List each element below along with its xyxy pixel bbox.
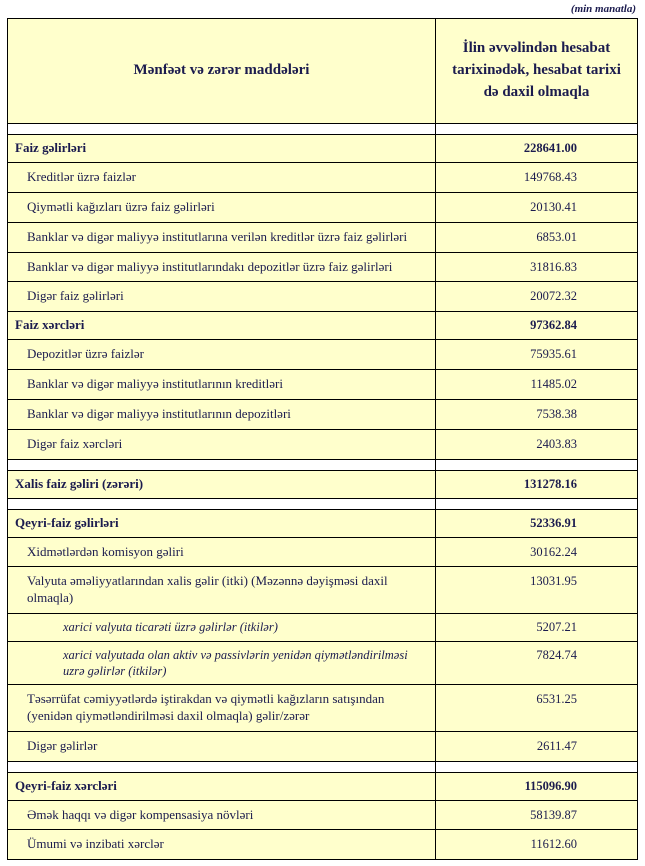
row-value — [436, 499, 637, 509]
row-label: Qiymətli kağızları üzrə faiz gəlirləri — [8, 193, 436, 222]
table-row — [8, 134, 637, 162]
table-row — [8, 613, 637, 640]
table-row — [8, 339, 637, 369]
row-label: Təsərrüfat cəmiyyətlərdə iştirakdan və qiymətli kağızların satışından (yenidən qiymətləndirilməsi daxil olmaqla) gəlir/zərər — [8, 685, 436, 731]
row-value: 11485.02 — [530, 377, 577, 392]
row-label — [8, 499, 436, 509]
table-row — [8, 509, 637, 537]
row-value — [436, 124, 637, 134]
units-note: (min manatla) — [570, 3, 636, 15]
row-label: xarici valyutada olan aktiv və passivlərin yenidən qiymətləndirilməsi uzrə gəlirlər (itkilər) — [8, 642, 436, 685]
table-row — [8, 772, 637, 800]
row-label: Xalis faiz gəliri (zərəri) — [8, 471, 436, 498]
row-label: Banklar və digər maliyyə institutlarına verilən kreditlər üzrə faiz gəlirləri — [8, 223, 436, 252]
row-label: Digər gəlirlər — [8, 732, 436, 761]
row-value: 11612.60 — [530, 837, 577, 852]
row-label: Ümumi və inzibati xərclər — [8, 830, 436, 859]
row-value: 13031.95 — [530, 574, 577, 589]
table-row — [8, 192, 637, 222]
row-label: Xidmətlərdən komisyon gəliri — [8, 538, 436, 567]
row-value: 5207.21 — [536, 620, 577, 635]
table-row — [8, 537, 637, 567]
table-row — [8, 399, 637, 429]
row-value: 6853.01 — [536, 229, 577, 244]
row-value: 58139.87 — [530, 807, 577, 822]
row-label: Faiz xərcləri — [8, 312, 436, 339]
table-row — [8, 641, 637, 685]
spacer-row — [8, 761, 637, 772]
row-value — [436, 460, 637, 470]
row-value: 131278.16 — [523, 476, 577, 491]
row-value: 7824.74 — [536, 647, 577, 662]
table-row — [8, 829, 637, 859]
table-row — [8, 800, 637, 830]
table-row — [8, 684, 637, 731]
row-value: 30162.24 — [530, 544, 577, 559]
table-row — [8, 281, 637, 311]
pnl-table — [7, 18, 638, 860]
row-label — [8, 124, 436, 134]
table-row — [8, 252, 637, 282]
table-row — [8, 429, 637, 459]
row-label: Digər faiz gəlirləri — [8, 282, 436, 311]
row-label: Depozitlər üzrə faizlər — [8, 340, 436, 369]
row-label: Kreditlər üzrə faizlər — [8, 163, 436, 192]
table-header-row — [8, 19, 637, 123]
row-label: Qeyri-faiz gəlirləri — [8, 510, 436, 537]
spacer-row — [8, 498, 637, 509]
row-label — [8, 460, 436, 470]
table-row — [8, 731, 637, 761]
row-value: 31816.83 — [530, 259, 577, 274]
row-label: Banklar və digər maliyyə institutlarının kreditləri — [8, 370, 436, 399]
row-value: 2403.83 — [536, 436, 577, 451]
row-label: Əmək haqqı və digər kompensasiya növləri — [8, 801, 436, 830]
row-label: Faiz gəlirləri — [8, 135, 436, 162]
row-value: 20130.41 — [530, 199, 577, 214]
table-row — [8, 162, 637, 192]
row-label — [8, 762, 436, 772]
row-value: 6531.25 — [536, 692, 577, 706]
row-value: 7538.38 — [536, 407, 577, 422]
table-row — [8, 369, 637, 399]
row-label: Qeyri-faiz xərcləri — [8, 773, 436, 800]
row-label: Valyuta əməliyyatlarından xalis gəlir (itki) (Məzənnə dəyişməsi daxil olmaqla) — [8, 567, 436, 613]
row-value: 2611.47 — [536, 738, 577, 753]
row-value: 228641.00 — [523, 141, 577, 155]
table-row — [8, 222, 637, 252]
row-label: Banklar və digər maliyyə institutlarındakı depozitlər üzrə faiz gəlirləri — [8, 253, 436, 282]
row-value: 97362.84 — [530, 318, 577, 333]
row-label: Digər faiz xərcləri — [8, 430, 436, 459]
row-value: 20072.32 — [530, 289, 577, 304]
table-row — [8, 311, 637, 339]
row-label: Banklar və digər maliyyə institutlarının depozitləri — [8, 400, 436, 429]
row-value: 115096.90 — [524, 778, 577, 793]
row-value — [436, 762, 637, 772]
header-items-label: Mənfəət və zərər maddələri — [8, 19, 436, 123]
table-row — [8, 470, 637, 498]
spacer-row — [8, 123, 637, 134]
row-value: 52336.91 — [530, 515, 577, 530]
row-label: xarici valyuta ticarəti üzrə gəlirlər (itkilər) — [8, 614, 436, 640]
header-period-label: İlin əvvəlindən hesabat tarixinədək, hesabat tarixi də daxil olmaqla — [452, 40, 621, 100]
table-row — [8, 566, 637, 613]
row-value: 75935.61 — [530, 347, 577, 362]
spacer-row — [8, 459, 637, 470]
row-value: 149768.43 — [523, 169, 577, 184]
